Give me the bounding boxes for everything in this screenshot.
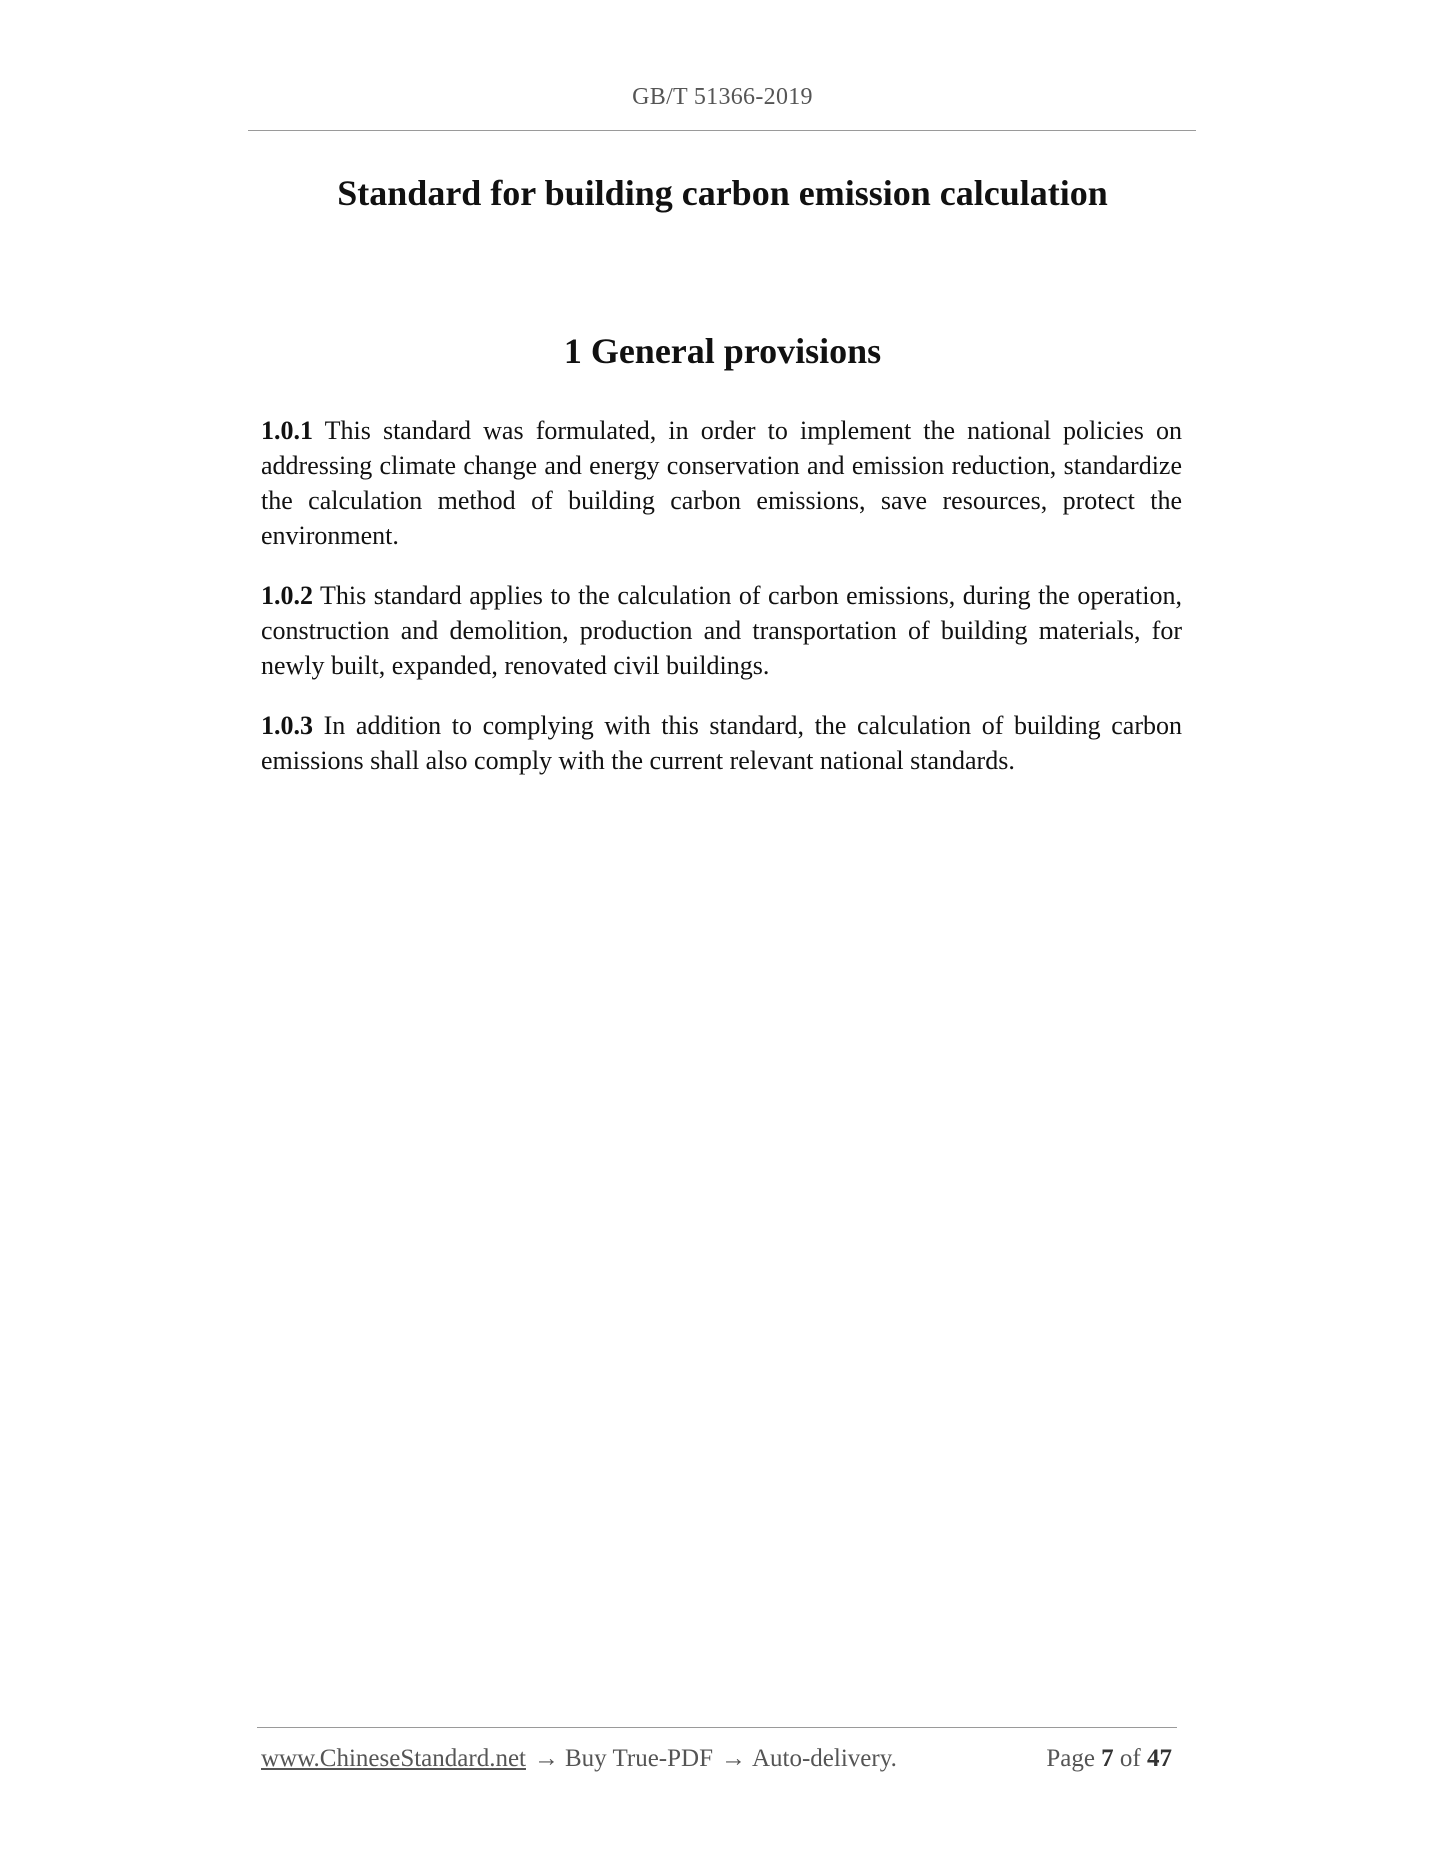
footer-divider (257, 1727, 1177, 1728)
footer-step-buy: Buy True-PDF (565, 1745, 713, 1772)
chapter-heading: 1 General provisions (563, 331, 882, 371)
chapter-body (261, 413, 1182, 803)
page-of: of (1119, 1745, 1141, 1772)
clause-text: In addition to complying with this standard, the calculation of building carbon emissions shall also comply with the current relevant national standards. (261, 711, 1183, 775)
document-title: Standard for building carbon emission calculation (337, 173, 1108, 213)
page-label: Page (1046, 1745, 1095, 1772)
page-total: 47 (1147, 1745, 1172, 1772)
clause-1-0-3 (261, 708, 1182, 778)
clause-text: This standard was formulated, in order to implement the national policies on addressing climate change and energy conservation and emission reduction, standardize the calculation method of building carbon emissions, save resources, protect the environment. (261, 416, 1182, 550)
website-link[interactable]: www.ChineseStandard.net (261, 1745, 526, 1772)
clause-1-0-1 (261, 413, 1182, 553)
page-current: 7 (1101, 1745, 1114, 1772)
header-doc-code: GB/T 51366-2019 (632, 84, 813, 110)
clause-1-0-2 (261, 578, 1182, 683)
header-divider (248, 130, 1196, 131)
arrow-right-icon: → (534, 1745, 559, 1772)
footer-promo (261, 1745, 897, 1773)
clause-number: 1.0.1 (261, 416, 313, 445)
clause-number: 1.0.2 (261, 581, 313, 610)
clause-number: 1.0.3 (261, 711, 313, 740)
page-number (1046, 1745, 1172, 1773)
footer-step-delivery: Auto-delivery. (751, 1745, 897, 1772)
arrow-right-icon: → (720, 1745, 746, 1772)
clause-text: This standard applies to the calculation of carbon emissions, during the operation, construction and demolition, production and transportation of building materials, for newly built, expanded, renovated civil buildings. (261, 581, 1182, 680)
